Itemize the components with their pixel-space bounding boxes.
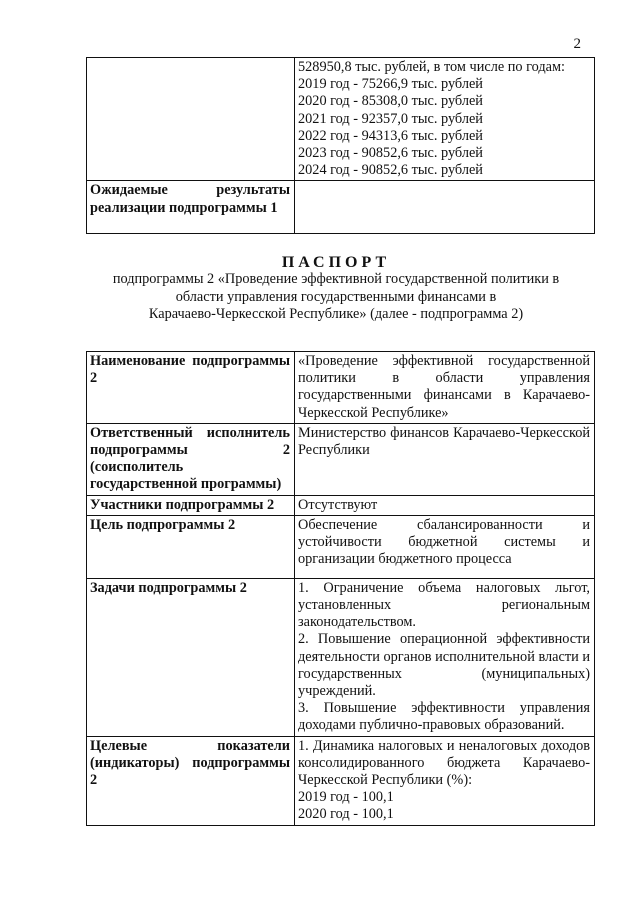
funding-line: 2022 год - 94313,6 тыс. рублей — [298, 127, 483, 144]
table-row — [87, 495, 595, 515]
top-table-continuation — [86, 57, 595, 234]
passport-subtitle — [0, 271, 640, 324]
indicator-item: 2019 год - 100,1 — [298, 789, 394, 806]
indicator-item: 2020 год - 100,1 — [298, 806, 394, 823]
row-label-indicators: Целевые показатели (индикаторы) подпрограммы 2 — [87, 736, 295, 825]
funding-line: 2019 год - 75266,9 тыс. рублей — [298, 76, 483, 93]
passport-table — [86, 351, 595, 826]
row-value-name: «Проведение эффективной государственной политики в области управления государственными финансами в Карачаево-Черкесской Республике» — [295, 352, 595, 424]
indicator-item: 1. Динамика налоговых и неналоговых доходов консолидированного бюджета Карачаево-Черкесской Республики (%): — [298, 737, 590, 789]
task-item: 3. Повышение эффективности управления доходами публично-правовых образований. — [298, 700, 590, 734]
table-row — [87, 181, 595, 234]
table-row — [87, 352, 595, 424]
task-item: 2. Повышение операционной эффективности деятельности органов исполнительной власти и государственных (муниципальных) учреждений. — [298, 631, 590, 700]
funding-line: 2021 год - 92357,0 тыс. рублей — [298, 110, 483, 127]
row-label-executor: Ответственный исполнитель подпрограммы 2 (соисполитель государственной программы) — [87, 423, 295, 495]
funding-line: 2020 год - 85308,0 тыс. рублей — [298, 93, 483, 110]
table-row — [87, 736, 595, 825]
table-row — [87, 58, 595, 181]
table-row — [87, 515, 595, 578]
funding-line: 528950,8 тыс. рублей, в том числе по годам: — [298, 59, 566, 75]
row-value-tasks — [295, 578, 595, 736]
funding-line: 2024 год - 90852,6 тыс. рублей — [298, 162, 483, 179]
row-value-goal: Обеспечение сбалансированности и устойчивости бюджетной системы и организации бюджетного процесса — [295, 515, 595, 578]
page-number: 2 — [573, 36, 581, 52]
funding-line: 2023 год - 90852,6 тыс. рублей — [298, 145, 483, 162]
row-label-tasks: Задачи подпрограммы 2 — [87, 578, 295, 736]
funding-by-years-cell — [295, 58, 595, 181]
passport-title: ПАСПОРТ — [281, 254, 391, 271]
table-cell-empty-label — [87, 58, 295, 181]
expected-results-label: Ожидаемые результаты реализации подпрограммы 1 — [87, 181, 295, 234]
subtitle-line: области управления государственными финансами в — [175, 288, 497, 305]
row-value-participants: Отсутствуют — [295, 495, 595, 515]
row-label-participants: Участники подпрограммы 2 — [87, 495, 295, 515]
subtitle-line: подпрограммы 2 «Проведение эффективной государственной политики в — [112, 271, 560, 287]
subtitle-line: Карачаево-Черкесской Республике» (далее - подпрограмма 2) — [148, 306, 524, 322]
expected-results-value — [295, 181, 595, 234]
table-row — [87, 423, 595, 495]
task-item: 1. Ограничение объема налоговых льгот, установленных региональным законодательством. — [298, 579, 590, 631]
row-label-name: Наименование подпрограммы 2 — [87, 352, 295, 424]
row-value-executor: Министерство финансов Карачаево-Черкесской Республики — [295, 423, 595, 495]
row-label-goal: Цель подпрограммы 2 — [87, 515, 295, 578]
table-row — [87, 578, 595, 736]
row-value-indicators — [295, 736, 595, 825]
